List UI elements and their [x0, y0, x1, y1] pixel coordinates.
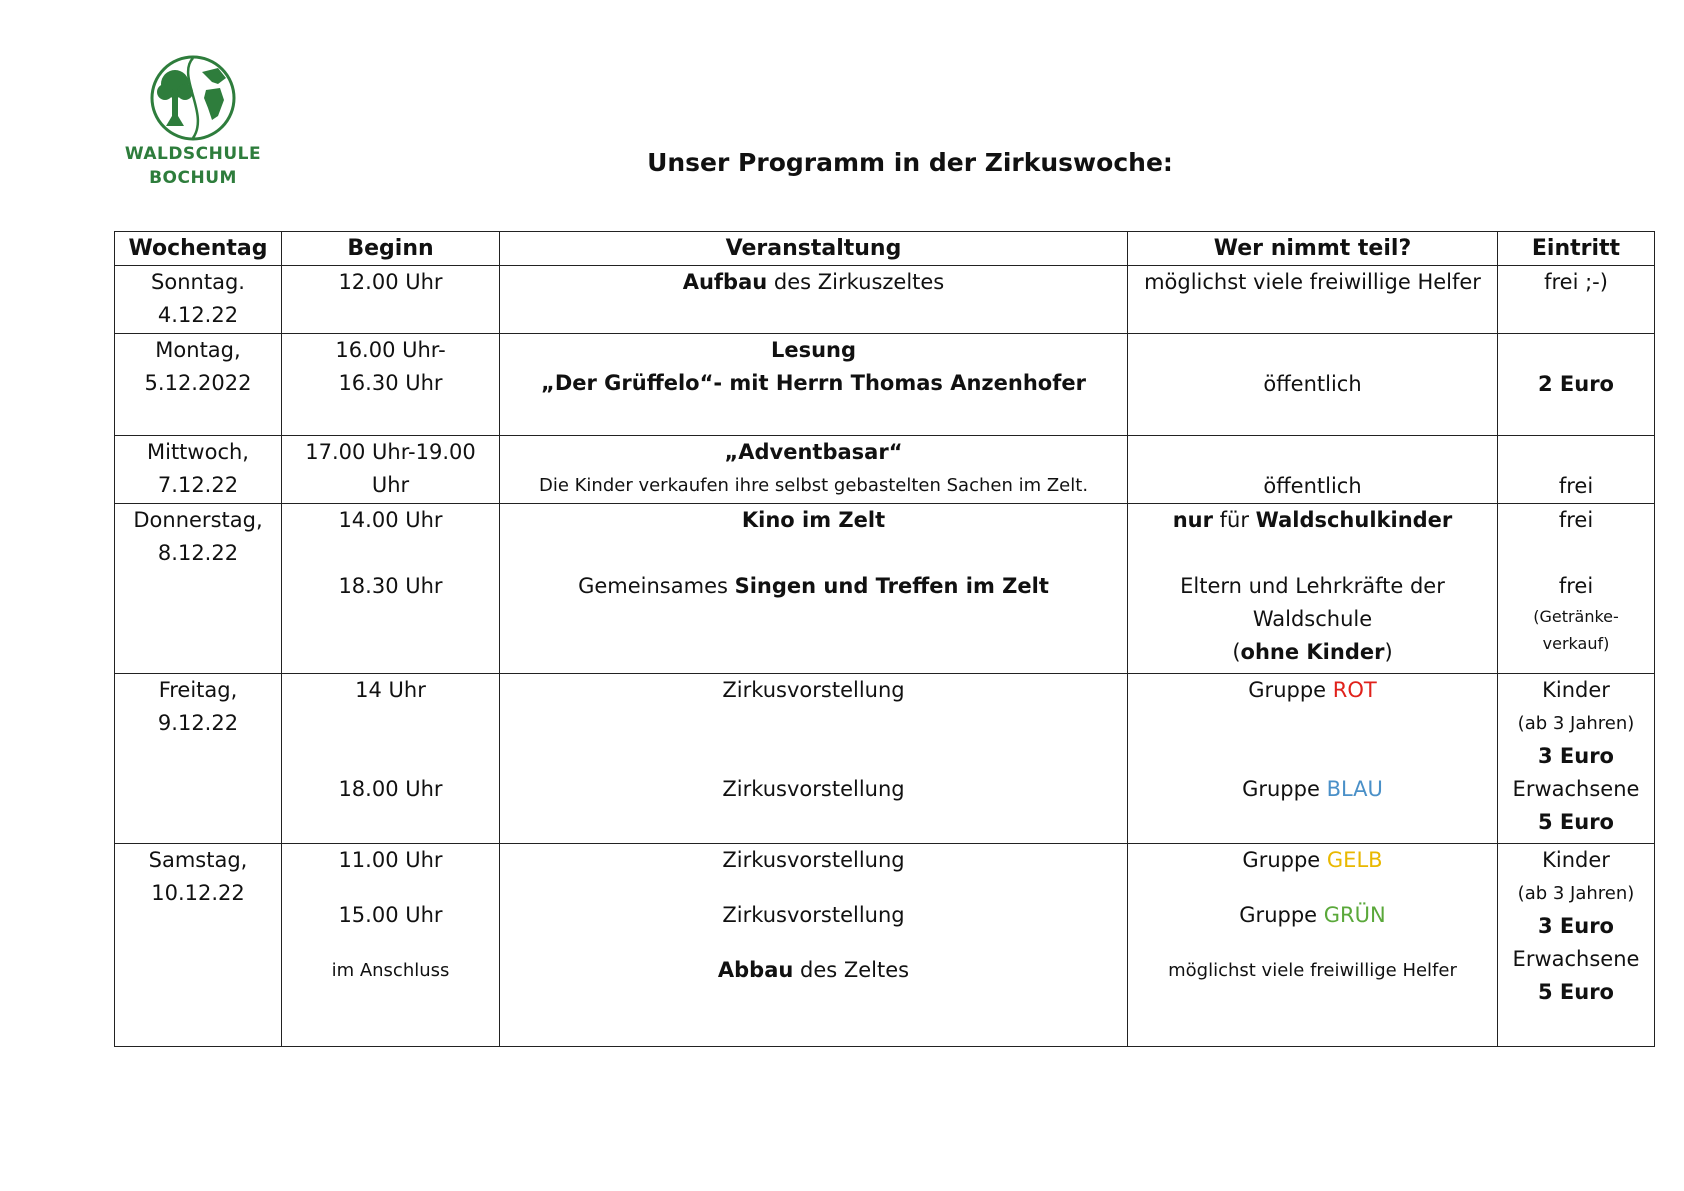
participants-1 — [1132, 844, 1493, 877]
time-cell: 12.00 Uhr — [282, 266, 500, 334]
participants-2-text: Gruppe — [1242, 777, 1327, 801]
time-2: 18.00 Uhr — [338, 777, 443, 801]
program-table — [114, 231, 1655, 1047]
time-1: 14 Uhr — [355, 678, 426, 702]
column-header-wochentag: Wochentag — [115, 232, 282, 266]
school-logo — [118, 54, 268, 190]
day-name: Freitag, — [158, 678, 238, 702]
column-header-beginn: Beginn — [282, 232, 500, 266]
participants-2-text: Gruppe — [1239, 903, 1324, 927]
time-3: im Anschluss — [331, 960, 450, 981]
price-cell: 2 Euro — [1498, 334, 1655, 436]
price-kinder: 3 Euro — [1537, 914, 1614, 938]
participants-1-text: Gruppe — [1248, 678, 1333, 702]
price-cell — [1498, 844, 1655, 1047]
participants-3-paren: ( — [1232, 640, 1241, 664]
day-cell — [115, 844, 282, 1047]
event-title: Kino im Zelt — [741, 508, 886, 532]
price-cell — [1498, 674, 1655, 844]
day-date: 4.12.22 — [157, 303, 239, 327]
event-title: Lesung — [770, 338, 857, 362]
participants-1-bold-2: Waldschulkinder — [1255, 508, 1453, 532]
time-cell: 17.00 Uhr-19.00 Uhr — [282, 436, 500, 504]
participants-cell — [1128, 504, 1498, 674]
time-cell — [282, 504, 500, 674]
participants-1-text: für — [1212, 508, 1256, 532]
participants-cell — [1128, 674, 1498, 844]
day-date: 10.12.22 — [151, 881, 245, 905]
table-row — [115, 334, 1655, 436]
price-2: frei — [1558, 574, 1594, 598]
event-cell — [500, 334, 1128, 436]
event-cell — [500, 844, 1128, 1047]
event-cell — [500, 504, 1128, 674]
time-1: 14.00 Uhr — [338, 508, 443, 532]
event-2-bold: Singen und Treffen im Zelt — [734, 574, 1049, 598]
time-1: 11.00 Uhr — [338, 848, 443, 872]
event-3-text: des Zeltes — [793, 958, 910, 982]
participants-cell — [1128, 844, 1498, 1047]
price-erwachsene: 5 Euro — [1537, 810, 1614, 834]
participants-1-bold: nur — [1172, 508, 1213, 532]
table-row — [115, 266, 1655, 334]
price-label-kinder: Kinder — [1542, 848, 1610, 872]
price-label-erwachsene: Erwachsene — [1512, 777, 1640, 801]
price-label-erwachsene: Erwachsene — [1512, 947, 1640, 971]
day-cell — [115, 436, 282, 504]
day-name: Sonntag. — [151, 270, 245, 294]
time-cell — [282, 334, 500, 436]
group-yellow-label: GELB — [1326, 848, 1383, 872]
day-name: Montag, — [155, 338, 241, 362]
participants-1 — [1132, 674, 1493, 707]
table-row — [115, 436, 1655, 504]
participants-2 — [1132, 899, 1493, 932]
event-2: Zirkusvorstellung — [722, 777, 905, 801]
participants-3-bold: ohne Kinder — [1240, 640, 1385, 664]
event-description: Die Kinder verkaufen ihre selbst gebastelten Sachen im Zelt. — [538, 475, 1089, 496]
price-age-note: (ab 3 Jahren) — [1517, 883, 1635, 904]
event-2-text: Gemeinsames — [578, 574, 735, 598]
participants-cell: öffentlich — [1128, 436, 1498, 504]
globe-tree-logo-icon — [148, 54, 238, 142]
participants-1 — [1132, 504, 1493, 537]
event-bold: Aufbau — [682, 270, 768, 294]
event-cell — [500, 674, 1128, 844]
day-date: 9.12.22 — [157, 711, 239, 735]
day-date: 8.12.22 — [157, 541, 239, 565]
logo-text-line1: WALDSCHULE — [124, 144, 262, 164]
participants-3 — [1132, 636, 1493, 669]
price-age-note: (ab 3 Jahren) — [1517, 713, 1635, 734]
day-date: 5.12.2022 — [144, 371, 252, 395]
price-cell: frei ;-) — [1498, 266, 1655, 334]
group-green-label: GRÜN — [1323, 903, 1386, 927]
table-row — [115, 844, 1655, 1047]
time-cell — [282, 674, 500, 844]
group-blue-label: BLAU — [1326, 777, 1383, 801]
participants-1-text: Gruppe — [1242, 848, 1327, 872]
participants-cell: öffentlich — [1128, 334, 1498, 436]
participants-2: Eltern und Lehrkräfte der Waldschule — [1180, 574, 1445, 631]
event-cell — [500, 436, 1128, 504]
event-cell — [500, 266, 1128, 334]
day-cell — [115, 674, 282, 844]
event-text: des Zirkuszeltes — [767, 270, 945, 294]
event-1: Zirkusvorstellung — [722, 678, 905, 702]
column-header-eintritt: Eintritt — [1498, 232, 1655, 266]
table-row — [115, 674, 1655, 844]
column-header-veranstaltung: Veranstaltung — [500, 232, 1128, 266]
time-cell — [282, 844, 500, 1047]
participants-cell: möglichst viele freiwillige Helfer — [1128, 266, 1498, 334]
price-kinder: 3 Euro — [1537, 744, 1614, 768]
price-cell: frei — [1498, 436, 1655, 504]
participants-3-paren-close: ) — [1384, 640, 1393, 664]
event-3 — [504, 954, 1123, 987]
price-erwachsene: 5 Euro — [1537, 980, 1614, 1004]
table-header-row — [115, 232, 1655, 266]
day-date: 7.12.22 — [157, 473, 239, 497]
column-header-teilnehmer: Wer nimmt teil? — [1128, 232, 1498, 266]
event-subtitle: „Der Grüffelo“- mit Herrn Thomas Anzenhofer — [541, 371, 1086, 395]
day-cell — [115, 334, 282, 436]
event-title: „Adventbasar“ — [724, 440, 903, 464]
page-title: Unser Programm in der Zirkuswoche: — [647, 148, 1173, 177]
participants-2 — [1132, 773, 1493, 806]
event-1: Zirkusvorstellung — [722, 848, 905, 872]
time-2: 18.30 Uhr — [338, 574, 443, 598]
time-2: 15.00 Uhr — [338, 903, 443, 927]
event-2: Zirkusvorstellung — [722, 903, 905, 927]
price-cell — [1498, 504, 1655, 674]
price-1: frei — [1558, 508, 1594, 532]
logo-text-line2: BOCHUM — [149, 168, 237, 188]
price-3-note: (Getränke-verkauf) — [1533, 607, 1619, 653]
day-cell — [115, 266, 282, 334]
day-name: Samstag, — [148, 848, 248, 872]
event-2 — [504, 570, 1123, 603]
day-name: Donnerstag, — [133, 508, 263, 532]
group-red-label: ROT — [1332, 678, 1377, 702]
time-start: 16.00 Uhr- — [335, 338, 446, 362]
day-name: Mittwoch, — [147, 440, 249, 464]
time-end: 16.30 Uhr — [338, 371, 443, 395]
day-cell — [115, 504, 282, 674]
event-3-bold: Abbau — [717, 958, 794, 982]
price-label-kinder: Kinder — [1542, 678, 1610, 702]
participants-3: möglichst viele freiwillige Helfer — [1168, 960, 1457, 981]
table-row — [115, 504, 1655, 674]
